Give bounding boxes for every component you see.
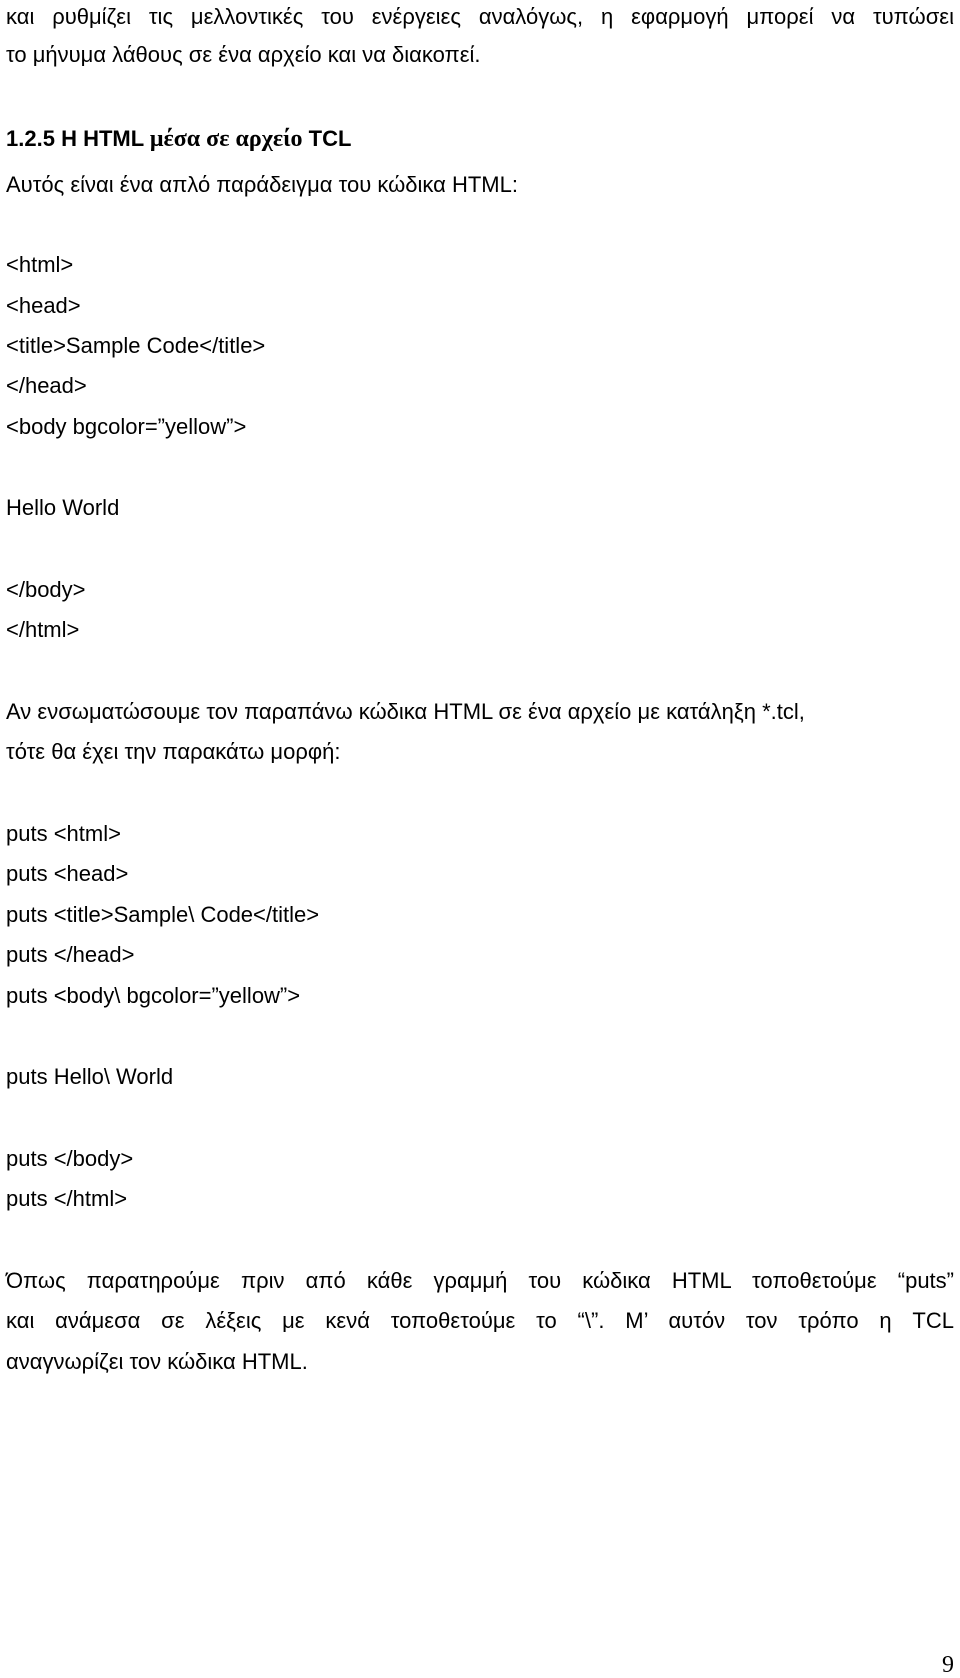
middle-line-1: Αν ενσωματώσουμε τον παραπάνω κώδικα HTML σε ένα αρχείο με κατάληξη *.tcl,: [6, 699, 805, 724]
page-number: 9: [942, 1652, 954, 1678]
middle-line-2: τότε θα έχει την παρακάτω μορφή:: [6, 739, 341, 764]
tcl-code-line: puts <title>Sample\ Code</title>: [6, 902, 320, 927]
tcl-code-line: puts </html>: [6, 1186, 128, 1211]
section-title-part-2: μέσα σε αρχείο: [149, 126, 303, 152]
intro-line-1: και ρυθμίζει τις μελλοντικές του ενέργειες αναλόγως, η εφαρμογή μπορεί να τυπώσει: [6, 4, 954, 29]
section-heading: [6, 126, 351, 152]
section-title-part-1: Η HTML: [61, 126, 150, 151]
tcl-code-line: puts <head>: [6, 861, 129, 886]
html-code-line: Hello World: [6, 495, 120, 520]
html-code-line: <head>: [6, 293, 81, 318]
html-code-line: </body>: [6, 577, 86, 602]
html-code-line: </html>: [6, 617, 80, 642]
html-code-line: <title>Sample Code</title>: [6, 333, 266, 358]
tcl-code-line: puts </head>: [6, 942, 135, 967]
html-code-line: <body bgcolor=”yellow”>: [6, 414, 247, 439]
section-title-part-3: TCL: [302, 126, 352, 151]
lead-sentence: Αυτός είναι ένα απλό παράδειγμα του κώδικα HTML:: [6, 172, 518, 197]
intro-line-2: το μήνυμα λάθους σε ένα αρχείο και να διακοπεί.: [6, 42, 481, 67]
tcl-code-line: puts Hello\ World: [6, 1064, 174, 1089]
conclusion-line-2: και ανάμεσα σε λέξεις με κενά τοποθετούμε το “\”. Μ’ αυτόν τον τρόπο η TCL: [6, 1308, 954, 1333]
tcl-code-line: puts <html>: [6, 821, 121, 846]
conclusion-line-1: Όπως παρατηρούμε πριν από κάθε γραμμή του κώδικα HTML τοποθετούμε “puts”: [6, 1268, 954, 1293]
tcl-code-line: puts </body>: [6, 1146, 134, 1171]
tcl-code-line: puts <body\ bgcolor=”yellow”>: [6, 983, 301, 1008]
html-code-line: </head>: [6, 373, 87, 398]
html-code-line: <html>: [6, 252, 74, 277]
conclusion-line-3: αναγνωρίζει τον κώδικα HTML.: [6, 1349, 308, 1374]
section-number: 1.2.5: [6, 126, 55, 151]
